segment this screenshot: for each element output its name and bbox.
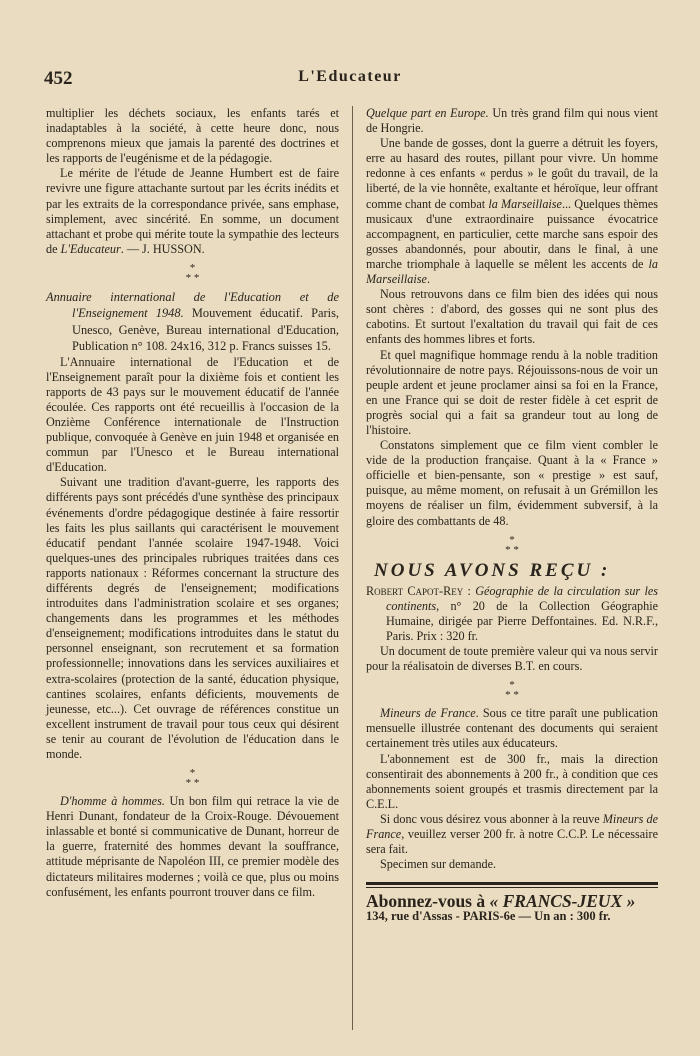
film-title: Quelque part en Europe. [366, 106, 489, 120]
paragraph-book-comment: Un document de toute première valeur qui va nous servir pour la réalisatoin de diverses B.T. en cours. [366, 644, 658, 674]
annuaire-citation [46, 289, 339, 355]
annuaire-details: Mouvement éducatif. Paris, Unesco, Genève, Bureau international d'Education, Publication n° 108. 24x16, 312 p. Francs suisses 15. [72, 306, 339, 354]
ad-publication: « FRANCS-JEUX » [489, 891, 636, 912]
review-signature: . — J. HUSSON. [120, 241, 205, 256]
right-column [366, 106, 658, 925]
received-heading: NOUS AVONS REÇU : [374, 559, 611, 581]
annuaire-title: Annuaire international de l'Education et de l'Enseignement 1948. [46, 289, 339, 321]
publication-title: Mineurs de France [380, 706, 476, 721]
paragraph-europe-story [366, 136, 658, 287]
received-book [366, 584, 658, 644]
paragraph-annuaire-2: Suivant une tradition d'avant-guerre, les rapports des différents pays sont précédés d'une synthèse des principaux événements d'ordre pédagogique destinée à faire ressortir les faits les plus saillants qui caractérisent le mouvement éducatif pendant l'année scolaire 1947-1948. Voici quelques-unes des principales rubriques traitées dans ces rapports nationaux : Réformes concernant la structure des différents degrés de l'enseignement; modifications introduites dans l'administration scolaire et ses organes; changements dans les programmes et les méthodes d'enseignement; modifications introduites dans le statut du personnel enseignant, son recrutement et sa formation professionnelle; innovations dans les services auxiliaires et extra-scolaires (protection de la santé, éducation physique, cantines scolaires, enfants déficients, mouvements de jeunesse, etc...). Cet ouvrage de références constitue un excellent instrument de travail pour tous ceux qui désirent se tenir au courant de l'évolution de l'éducation dans le monde. [46, 475, 339, 761]
ad-call: Abonnez-vous à [366, 891, 490, 912]
story-end: . [426, 272, 430, 287]
song-title: la Marseillaise [488, 196, 562, 211]
publication-title: Mineurs de France [366, 811, 658, 842]
story-text: Une bande de gosses, dont la guerre a détruit les foyers, erre au hasard des routes, pillant pour vivre. Un homme redonne à ces enfants « perdus » le goût du travail, de la liberté, de la vie honnête, exaltante et héroïque, leur offrant comme chant de combat [366, 136, 658, 211]
publication-description: . Sous ce titre paraît une publication mensuelle illustrée contenant des documents qui seraient certainement très utiles aux éducateurs. [366, 706, 659, 751]
book-details: , n° 20 de la Collection Géographie Humaine, dirigée par Pierre Deffontaines. Ed. N.R.F., Paris. Prix : 320 fr. [386, 598, 658, 643]
section-separator: * * * [505, 679, 519, 702]
left-column [46, 106, 339, 900]
paragraph-dunant-film [46, 794, 339, 900]
subscribe-text: Si donc vous désirez vous abonner à la reuve [380, 811, 603, 826]
ad-headline [366, 891, 658, 912]
film-intro: Un très grand film qui nous vient de Hongrie. [366, 106, 658, 136]
film-review: Un bon film qui retrace la vie de Henri Dunant, fondateur de la Croix-Rouge. Dévouement inlassable et bonté si communicative de Dunant, horreur de la guerre, fraternité des hommes devant la souffrance, attitude méprisante de Napoléon III, ce premier modèle des dictateurs militaires modernes ; voilà ce que, plus ou moins confusément, les enfants pourront trouver dans ce film. [46, 794, 339, 899]
page-number: 452 [44, 68, 73, 89]
section-separator: * * * [505, 533, 519, 556]
paragraph-annuaire-1: L'Annuaire international de l'Education et de l'Enseignement paraît pour la dixième fois et contient les rapports de 43 pays sur le mouvement éducatif de l'année écoulée. Ces rapports ont été recueillis à l'occasion de la Onzième Conférence internationale de l'Instruction publique, convoquée à Genève en juin 1948 et organisée en commun par l'Unesco et le Bureau international d'Education. [46, 354, 339, 475]
paragraph-europe-hommage: Et quel magnifique hommage rendu à la noble tradition révolutionnaire de notre pays. Réjouissons-nous de voir un peuple ardent et jeune proclamer ainsi sa foi en la France, en une France qui se doit de rester fidèle à cet esprit de progrès social qui a fait sa grandeur tout au long de l'histoire. [366, 347, 658, 437]
paragraph-europe-film [366, 106, 658, 136]
paragraph-eugenics: multiplier les déchets sociaux, les enfants tarés et inadaptables à la société, à cette heure donc, nous comprenons mieux que jamais la parenté des doctrines et les rapports de l'eugénisme et de la pédagogie. [46, 106, 339, 166]
subscribe-text: , veuillez verser 200 fr. à notre C.C.P. Le nécessaire sera fait. [366, 827, 658, 857]
book-colon: : [463, 583, 476, 598]
book-title: Géographie de la circulation sur les continents [386, 583, 658, 613]
paragraph-abonnement: L'abonnement est de 300 fr., mais la direction consentirait des abonnements à 200 fr., à condition que ces abonnements soient groupés et trasmis directement par la C.E.L. [366, 751, 658, 811]
paragraph-europe-ideas: Nous retrouvons dans ce film bien des idées qui nous sont chères : d'abord, des gosses qui ne sont plus des cabotins. Et surtout l'exaltation du travail qui fait de ces enfants des hommes libres et forts. [366, 287, 658, 347]
ad-address: 134, rue d'Assas - PARIS-6e — Un an : 300 fr. [366, 909, 611, 924]
book-author: Robert Capot-Rey [366, 583, 464, 598]
paragraph-europe-conclusion: Constatons simplement que ce film vient combler le vide de la production française. Quant à la « France » officielle et bien-pensante, son « prestige » est sauf, puisque, au même moment, on refusait à un Grémillon les moyens de réaliser un film, évidemment subversif, à la gloire des combattants de 48. [366, 438, 658, 528]
running-title: L'Educateur [298, 68, 402, 85]
section-separator: * * * [185, 261, 200, 284]
journal-name: L'Educateur [60, 241, 121, 256]
film-title: D'homme à hommes. [60, 794, 165, 809]
review-text: Le mérite de l'étude de Jeanne Humbert est de faire revivre une figure attachante surtout par les écrits inédits et par les extraits de la correspondance privée, sans emphase, simplement, avec sincérité. En somme, un document attachant et probe qui mérite toute la sympathie des lecteurs de [46, 166, 339, 256]
column-divider [352, 106, 353, 1030]
story-text: ... Quelques thèmes musicaux d'une extraordinaire puissance évocatrice accompagnent, en particulier, cette marche sans espoir des gosses abandonnés, pour aboutir, dans le final, à une marche triomphale à laquelle se mêlent les accents de [366, 196, 658, 271]
specimen-note: Specimen sur demande. [380, 857, 497, 872]
section-separator: * * * [185, 767, 200, 790]
paragraph-humbert-review [46, 166, 339, 257]
ad-rule [366, 882, 658, 888]
paragraph-subscribe [366, 812, 658, 857]
song-title: la Marseillaise [366, 256, 658, 287]
paragraph-mineurs [366, 706, 658, 751]
